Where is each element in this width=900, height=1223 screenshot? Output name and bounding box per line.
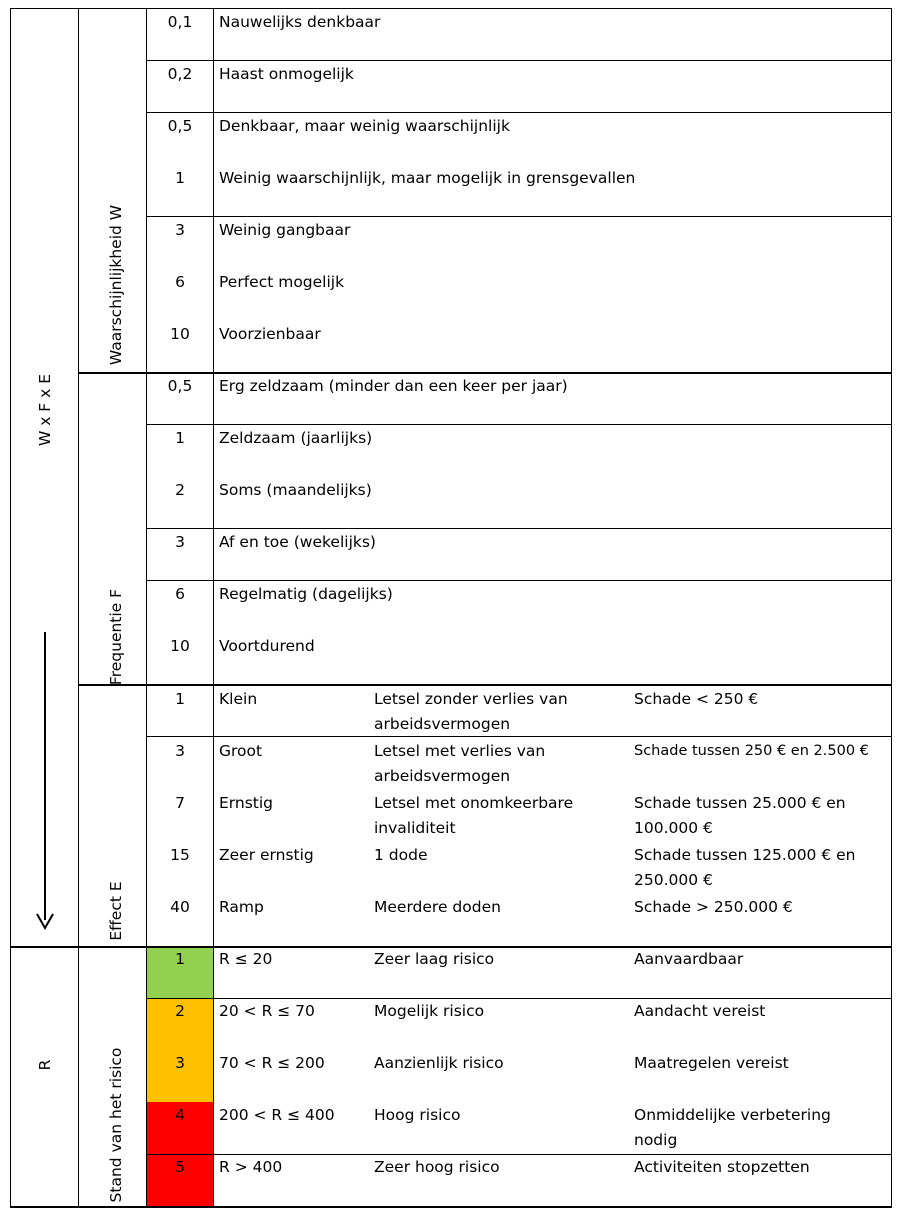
risk-level: Hoog risico	[374, 1106, 461, 1124]
probability-value: 3	[175, 221, 185, 239]
frequency-value: 2	[175, 481, 185, 499]
frequency-section-label: Frequentie F	[107, 588, 125, 686]
risk-action: Maatregelen vereist	[634, 1054, 789, 1072]
risk-range: 70 < R ≤ 200	[219, 1054, 325, 1072]
risk-value: 5	[175, 1158, 185, 1176]
probability-value: 6	[175, 273, 185, 291]
effect-name: Zeer ernstig	[219, 846, 314, 864]
frequency-value: 1	[175, 429, 185, 447]
effect-name: Klein	[219, 690, 258, 708]
frequency-description: Zeldzaam (jaarlijks)	[219, 429, 373, 447]
risk-section-label: Stand van het risico	[107, 1047, 125, 1203]
effect-injury: Letsel zonder verlies van	[374, 690, 568, 708]
effect-name: Ramp	[219, 898, 264, 916]
frequency-description: Voortdurend	[219, 637, 315, 655]
arrow-down-icon	[35, 908, 55, 930]
effect-damage: Schade tussen 25.000 € en	[634, 794, 846, 812]
effect-value: 40	[170, 898, 190, 916]
row-line	[146, 736, 892, 737]
risk-action: Onmiddelijke verbetering	[634, 1106, 831, 1124]
frame-top	[10, 8, 892, 9]
effect-injury: Letsel met onomkeerbare	[374, 794, 574, 812]
probability-description: Nauwelijks denkbaar	[219, 13, 381, 31]
risk-level: Zeer laag risico	[374, 950, 495, 968]
effect-value: 3	[175, 742, 185, 760]
effect-injury: Meerdere doden	[374, 898, 501, 916]
risk-value: 3	[175, 1054, 185, 1072]
frequency-value: 6	[175, 585, 185, 603]
risk-range: R ≤ 20	[219, 950, 273, 968]
effect-damage: Schade tussen 125.000 € en	[634, 846, 856, 864]
risk-level: Zeer hoog risico	[374, 1158, 500, 1176]
effect-section-label: Effect E	[107, 881, 125, 941]
risk-range: 200 < R ≤ 400	[219, 1106, 335, 1124]
effect-name: Ernstig	[219, 794, 274, 812]
probability-value: 0,5	[167, 117, 193, 135]
frequency-value: 10	[170, 637, 190, 655]
risk-range: 20 < R ≤ 70	[219, 1002, 315, 1020]
risk-level: Aanzienlijk risico	[374, 1054, 504, 1072]
probability-description: Haast onmogelijk	[219, 65, 354, 83]
probability-description: Weinig gangbaar	[219, 221, 351, 239]
effect-value: 1	[175, 690, 185, 708]
frequency-description: Regelmatig (dagelijks)	[219, 585, 393, 603]
risk-range: R > 400	[219, 1158, 283, 1176]
risk-action: Aanvaardbaar	[634, 950, 744, 968]
probability-description: Perfect mogelijk	[219, 273, 345, 291]
risk-value: 4	[175, 1106, 185, 1124]
frame-bottom	[10, 1206, 892, 1208]
divider-col-1	[78, 8, 79, 1207]
effect-damage: Schade > 250.000 €	[634, 898, 793, 916]
risk-outer-label: R	[36, 1059, 54, 1071]
probability-description: Voorzienbaar	[219, 325, 321, 343]
frequency-description: Soms (maandelijks)	[219, 481, 372, 499]
effect-damage: 250.000 €	[634, 871, 713, 889]
probability-section-label: Waarschijnlijkheid W	[107, 204, 125, 366]
probability-description: Denkbaar, maar weinig waarschijnlijk	[219, 117, 510, 135]
frequency-value: 3	[175, 533, 185, 551]
frequency-value: 0,5	[167, 377, 193, 395]
effect-injury: Letsel met verlies van	[374, 742, 546, 760]
risk-value: 1	[175, 950, 185, 968]
risk-action: Activiteiten stopzetten	[634, 1158, 810, 1176]
effect-injury: 1 dode	[374, 846, 428, 864]
probability-value: 0,1	[167, 13, 193, 31]
formula-label: W x F x E	[36, 373, 54, 447]
probability-description: Weinig waarschijnlijk, maar mogelijk in grensgevallen	[219, 169, 636, 187]
effect-value: 7	[175, 794, 185, 812]
arrow-shaft	[44, 632, 46, 920]
divider-col-3	[213, 8, 214, 1207]
effect-injury: arbeidsvermogen	[374, 715, 511, 733]
effect-name: Groot	[219, 742, 263, 760]
probability-value: 0,2	[167, 65, 193, 83]
frame-left	[10, 8, 11, 1207]
effect-injury: arbeidsvermogen	[374, 767, 511, 785]
effect-damage: Schade < 250 €	[634, 690, 759, 708]
risk-value: 2	[175, 1002, 185, 1020]
risk-level: Mogelijk risico	[374, 1002, 485, 1020]
risk-action: nodig	[634, 1131, 678, 1149]
effect-damage: 100.000 €	[634, 819, 713, 837]
probability-value: 1	[175, 169, 185, 187]
effect-value: 15	[170, 846, 190, 864]
frequency-description: Erg zeldzaam (minder dan een keer per jaar)	[219, 377, 568, 395]
risk-action: Aandacht vereist	[634, 1002, 766, 1020]
probability-value: 10	[170, 325, 190, 343]
effect-injury: invaliditeit	[374, 819, 456, 837]
frequency-description: Af en toe (wekelijks)	[219, 533, 376, 551]
effect-damage: Schade tussen 250 € en 2.500 €	[634, 743, 869, 759]
frame-right	[891, 8, 892, 1207]
